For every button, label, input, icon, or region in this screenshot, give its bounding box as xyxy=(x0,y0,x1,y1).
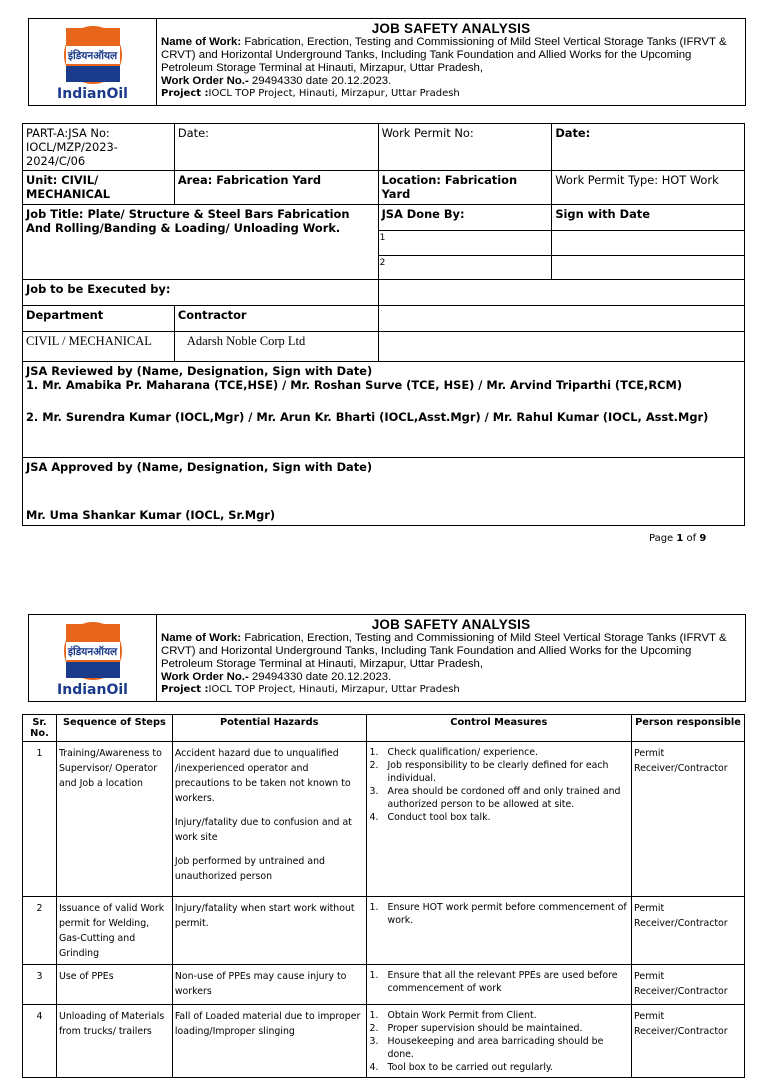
logo-wordmark: IndianOil xyxy=(57,86,128,102)
col-header-hazards: Potential Hazards xyxy=(172,715,366,742)
col-header-controls: Control Measures xyxy=(366,715,631,742)
person-responsible: Permit Receiver/Contractor xyxy=(632,897,745,965)
document-title: JOB SAFETY ANALYSIS xyxy=(371,21,531,36)
empty-cell xyxy=(378,280,744,306)
done-by-row-2: 2 xyxy=(378,256,552,280)
area-field: Area: Fabrication Yard xyxy=(174,171,378,205)
table-row xyxy=(23,742,745,897)
sr-no: 4 xyxy=(23,1005,57,1078)
jsa-approved-by xyxy=(23,458,745,526)
location-field: Location: Fabrication Yard xyxy=(378,171,552,205)
approved-label: JSA Approved by (Name, Designation, Sign with Date) xyxy=(26,460,373,474)
logo-hindi-text: इंडियनऑयल xyxy=(67,49,118,62)
hazard-text: Injury/fatality when start work without permit. xyxy=(172,897,366,965)
step-text: Use of PPEs xyxy=(56,965,172,1005)
jsa-steps-table xyxy=(22,714,745,1078)
control-item: 3. Area should be cordoned off and only trained and authorized person to be allowed at site. xyxy=(369,786,621,810)
department-label: Department xyxy=(23,306,175,332)
control-item: 4. Conduct tool box talk. xyxy=(369,812,491,823)
person-responsible: Permit Receiver/Contractor xyxy=(632,1005,745,1078)
control-item: 4. Tool box to be carried out regularly. xyxy=(369,1062,554,1073)
page-number: Page 1 of 9 xyxy=(649,533,707,544)
table-row xyxy=(23,897,745,965)
logo-hindi-text: इंडियनऑयल xyxy=(67,645,118,658)
unit-field: Unit: CIVIL/ MECHANICAL xyxy=(23,171,175,205)
jsa-done-by: JSA Done By: xyxy=(378,205,552,231)
hazard-text: Fall of Loaded material due to improper loading/Improper slinging xyxy=(172,1005,366,1078)
project-line: Project :IOCL TOP Project, Hinauti, Mirzapur, Uttar Pradesh xyxy=(161,684,460,695)
logo-wordmark: IndianOil xyxy=(57,682,128,698)
name-of-work: Name of Work: Fabrication, Erection, Testing and Commissioning of Mild Steel Vertical Storage Tanks (IFRVT & CRVT) and Horizontal Underground Tanks, Including Tank Foundation and Allied Works for the Upcoming Petroleum Storage Terminal at Hinauti, Mirzapur, Uttar Pradesh, xyxy=(161,36,727,74)
col-header-sequence: Sequence of Steps xyxy=(56,715,172,742)
contractor-value: Adarsh Noble Corp Ltd xyxy=(174,332,378,362)
table-row xyxy=(23,1005,745,1078)
col-header-sr-no: Sr. No. xyxy=(23,715,57,742)
step-text: Unloading of Materials from trucks/ trailers xyxy=(56,1005,172,1078)
hazard-text: Job performed by untrained and unauthorized person xyxy=(174,856,325,882)
control-item: 2. Job responsibility to be clearly defined for each individual. xyxy=(369,760,609,784)
sign-with-date: Sign with Date xyxy=(552,205,745,231)
hazard-text: Accident hazard due to unqualified /inexperienced operator and precautions to be taken not known to workers. xyxy=(174,748,351,804)
department-value: CIVIL / MECHANICAL xyxy=(23,332,175,362)
work-permit-type: Work Permit Type: HOT Work xyxy=(552,171,745,205)
contractor-label: Contractor xyxy=(174,306,378,332)
document-title: JOB SAFETY ANALYSIS xyxy=(371,617,531,632)
sign-row-1 xyxy=(552,231,745,256)
controls-cell xyxy=(366,897,631,965)
sr-no: 1 xyxy=(23,742,57,897)
controls-cell xyxy=(366,965,631,1005)
job-title: Job Title: Plate/ Structure & Steel Bars Fabrication And Rolling/Banding & Loading/ Unloading Work. xyxy=(23,205,379,280)
approver-name: Mr. Uma Shankar Kumar (IOCL, Sr.Mgr) xyxy=(26,508,276,522)
control-item: 2. Proper supervision should be maintained. xyxy=(369,1023,583,1034)
sign-row-2 xyxy=(552,256,745,280)
col-header-person: Person responsible xyxy=(632,715,745,742)
controls-cell xyxy=(366,1005,631,1078)
part-a-table xyxy=(22,123,745,526)
page-header xyxy=(28,18,746,106)
empty-cell xyxy=(378,306,744,332)
header-text xyxy=(157,615,745,701)
sr-no: 2 xyxy=(23,897,57,965)
project-line: Project :IOCL TOP Project, Hinauti, Mirzapur, Uttar Pradesh xyxy=(161,88,460,99)
step-text: Training/Awareness to Supervisor/ Operator and Job a location xyxy=(56,742,172,897)
logo-cell xyxy=(29,615,157,701)
work-permit-no: Work Permit No: xyxy=(378,124,552,171)
indianoil-logo xyxy=(64,26,122,84)
header-text xyxy=(157,19,745,105)
reviewer-line-1: 1. Mr. Amabika Pr. Maharana (TCE,HSE) / Mr. Roshan Surve (TCE, HSE) / Mr. Arvind Triparthi (TCE,RCM) xyxy=(26,378,683,392)
person-responsible: Permit Receiver/Contractor xyxy=(632,965,745,1005)
hazard-text: Injury/fatality due to confusion and at work site xyxy=(174,817,352,843)
job-executed-by: Job to be Executed by: xyxy=(23,280,379,306)
sr-no: 3 xyxy=(23,965,57,1005)
control-item: 1. Obtain Work Permit from Client. xyxy=(369,1010,537,1021)
empty-cell xyxy=(378,332,744,362)
reviewed-label: JSA Reviewed by (Name, Designation, Sign with Date) xyxy=(26,364,373,378)
work-order: Work Order No.- 29494330 date 20.12.2023. xyxy=(161,75,392,87)
indianoil-logo xyxy=(64,622,122,680)
control-item: 3. Housekeeping and area barricading should be done. xyxy=(369,1036,604,1060)
hazards-cell xyxy=(172,742,366,897)
hazard-text: Non-use of PPEs may cause injury to workers xyxy=(172,965,366,1005)
person-responsible: Permit Receiver/Contractor xyxy=(632,742,745,897)
date-field: Date: xyxy=(174,124,378,171)
controls-cell xyxy=(366,742,631,897)
logo-cell xyxy=(29,19,157,105)
control-item: 1. Ensure that all the relevant PPEs are used before commencement of work xyxy=(369,970,618,994)
work-order: Work Order No.- 29494330 date 20.12.2023. xyxy=(161,671,392,683)
date-field-2: Date: xyxy=(552,124,745,171)
reviewer-line-2: 2. Mr. Surendra Kumar (IOCL,Mgr) / Mr. Arun Kr. Bharti (IOCL,Asst.Mgr) / Mr. Rahul Kumar (IOCL, Asst.Mgr) xyxy=(26,410,709,424)
done-by-row-1: 1 xyxy=(378,231,552,256)
control-item: 1. Ensure HOT work permit before commencement of work. xyxy=(369,902,627,926)
jsa-reviewed-by xyxy=(23,362,745,458)
jsa-number: PART-A:JSA No: IOCL/MZP/2023-2024/C/06 xyxy=(23,124,175,171)
name-of-work: Name of Work: Fabrication, Erection, Testing and Commissioning of Mild Steel Vertical Storage Tanks (IFRVT & CRVT) and Horizontal Underground Tanks, Including Tank Foundation and Allied Works for the Upcoming Petroleum Storage Terminal at Hinauti, Mirzapur, Uttar Pradesh, xyxy=(161,632,727,670)
control-item: 1. Check qualification/ experience. xyxy=(369,747,539,758)
page-header-2 xyxy=(28,614,746,702)
table-row xyxy=(23,965,745,1005)
step-text: Issuance of valid Work permit for Welding, Gas-Cutting and Grinding xyxy=(56,897,172,965)
